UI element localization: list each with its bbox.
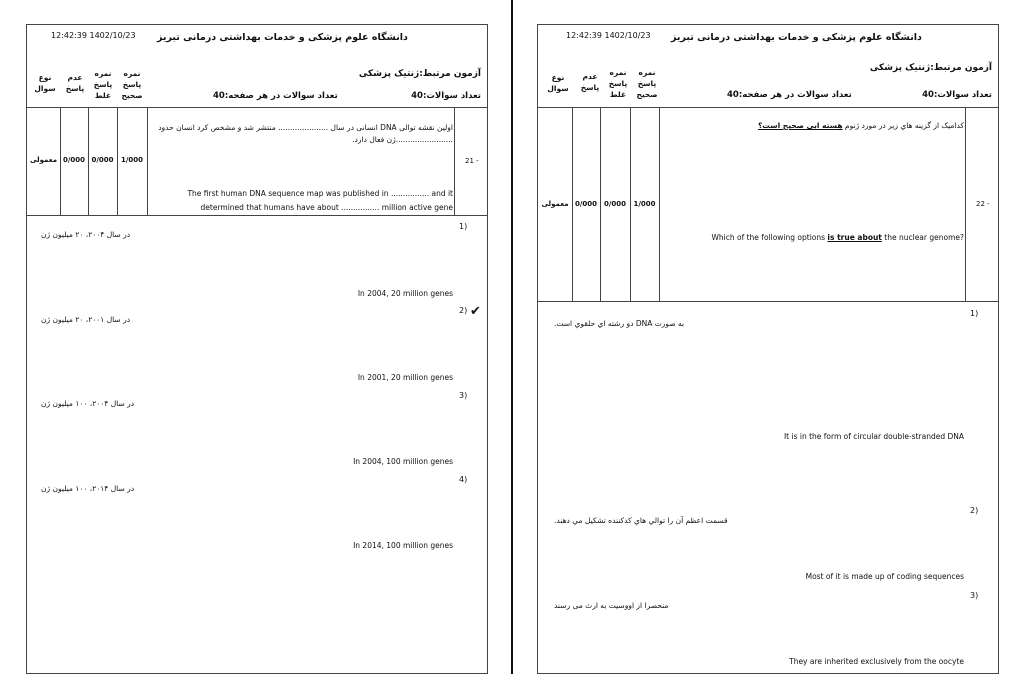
page-divider	[511, 0, 513, 674]
col-no-answer: عدم پاسخ	[65, 73, 85, 93]
option-number: 2)	[970, 506, 979, 515]
question-text-fa-2: ........................ژن فعال دارد.	[352, 135, 453, 144]
option-text-fa[interactable]: در سال ۲۰۰۴، ۱۰۰ میلیون ژن	[41, 399, 135, 408]
question-type: معمولی	[29, 156, 58, 164]
col-no-answer: عدم پاسخ	[580, 72, 600, 92]
col-wrong-score: نمره پاسخ غلط	[608, 68, 628, 99]
question-text-en: Which of the following options is true about the nuclear genome?	[711, 233, 964, 242]
left-exam-page	[26, 24, 488, 674]
option-text-en[interactable]: In 2001, 20 million genes	[357, 373, 453, 382]
question-number: 21 -	[465, 157, 479, 165]
option-text-fa[interactable]: قسمت اعظم آن را توالي هاي كدكننده تشكيل مي دهند.	[554, 516, 728, 525]
total-questions: تعداد سوالات:40	[922, 90, 992, 100]
option-number: 3)	[970, 591, 979, 600]
col-wrong-score: نمره پاسخ غلط	[93, 69, 113, 100]
option-number: 1)	[459, 222, 468, 231]
col-sep	[965, 107, 966, 301]
option-text-en[interactable]: In 2014, 100 million genes	[353, 541, 453, 550]
wrong-score: 0/000	[91, 156, 114, 164]
col-sep	[454, 107, 455, 215]
wrong-score: 0/000	[603, 200, 627, 208]
col-sep	[659, 107, 660, 301]
option-text-en[interactable]: Most of it is made up of coding sequences	[805, 572, 964, 581]
question-type: معمولی	[541, 200, 569, 208]
question-text-fa: کدامیک از گزینه هاي زیر در مورد ژنوم هسته ابی صحیح است؟	[757, 121, 964, 130]
question-text-en-2: determined that humans have about ................ million active gene	[200, 203, 453, 212]
option-text-en[interactable]: They are inherited exclusively from the oocyte	[789, 657, 964, 666]
timestamp: 12:42:39 1402/10/23	[51, 31, 136, 40]
question-emphasis: هسته ابی صحیح است؟	[757, 121, 843, 130]
option-text-fa[interactable]: در سال ۲۰۱۴، ۱۰۰ میلیون ژن	[41, 484, 135, 493]
questions-per-page: تعداد سوالات در هر صفحه:40	[727, 90, 852, 100]
option-number: 4)	[459, 475, 468, 484]
option-text-en[interactable]: It is in the form of circular double-stranded DNA	[783, 432, 964, 441]
question-rule	[27, 215, 487, 216]
question-text-fa-1: اولین نقشه توالی DNA انسانی در سال ..................... منتشر شد و مشخص کرد انسان حدود	[158, 123, 453, 132]
header-rule	[538, 107, 998, 108]
option-text-fa[interactable]: در سال ۲۰۰۱، ۲۰ میلیون ژن	[41, 315, 131, 324]
question-number: 22 -	[976, 200, 990, 208]
col-question-type: نوع سوال	[547, 73, 569, 93]
total-questions: تعداد سوالات:40	[411, 91, 481, 101]
option-text-en[interactable]: In 2004, 20 million genes	[357, 289, 453, 298]
option-text-en[interactable]: In 2004, 100 million genes	[353, 457, 453, 466]
option-number: 2)	[459, 306, 468, 315]
no-answer-score: 0/000	[62, 156, 86, 164]
university-title: دانشگاه علوم پزشکی و خدمات بهداشتی درمانی تبریز	[157, 32, 408, 43]
col-correct-score: نمره پاسخ صحیح	[636, 68, 658, 99]
checkmark-icon: ✔	[470, 304, 481, 319]
timestamp: 12:42:39 1402/10/23	[566, 31, 651, 40]
university-title: دانشگاه علوم پزشکی و خدمات بهداشتی درمانی تبریز	[671, 32, 922, 43]
question-rule	[538, 301, 998, 302]
col-question-type: نوع سوال	[34, 73, 56, 93]
questions-per-page: تعداد سوالات در هر صفحه:40	[213, 91, 338, 101]
option-number: 1)	[970, 309, 979, 318]
correct-score: 1/000	[633, 200, 656, 208]
option-text-fa[interactable]: منحصرا از اووسیت به ارث می رسند	[554, 601, 669, 610]
question-text-en-1: The first human DNA sequence map was published in ................ and it	[187, 189, 453, 198]
option-text-fa[interactable]: به صورت DNA دو رشته اي حلقوي است.	[554, 319, 685, 328]
option-text-fa[interactable]: در سال ۲۰۰۴، ۲۰ میلیون ژن	[41, 230, 131, 239]
exam-title: آزمون مرتبط:ژنتیک پزشکی	[358, 69, 481, 79]
col-correct-score: نمره پاسخ صحیح	[121, 69, 143, 100]
correct-score: 1/000	[120, 156, 144, 164]
no-answer-score: 0/000	[574, 200, 598, 208]
right-exam-page	[537, 24, 999, 674]
question-emphasis: is true about	[827, 233, 882, 242]
option-number: 3)	[459, 391, 468, 400]
exam-title: آزمون مرتبط:ژنتیک پزشکی	[869, 63, 992, 73]
header-rule	[27, 107, 487, 108]
